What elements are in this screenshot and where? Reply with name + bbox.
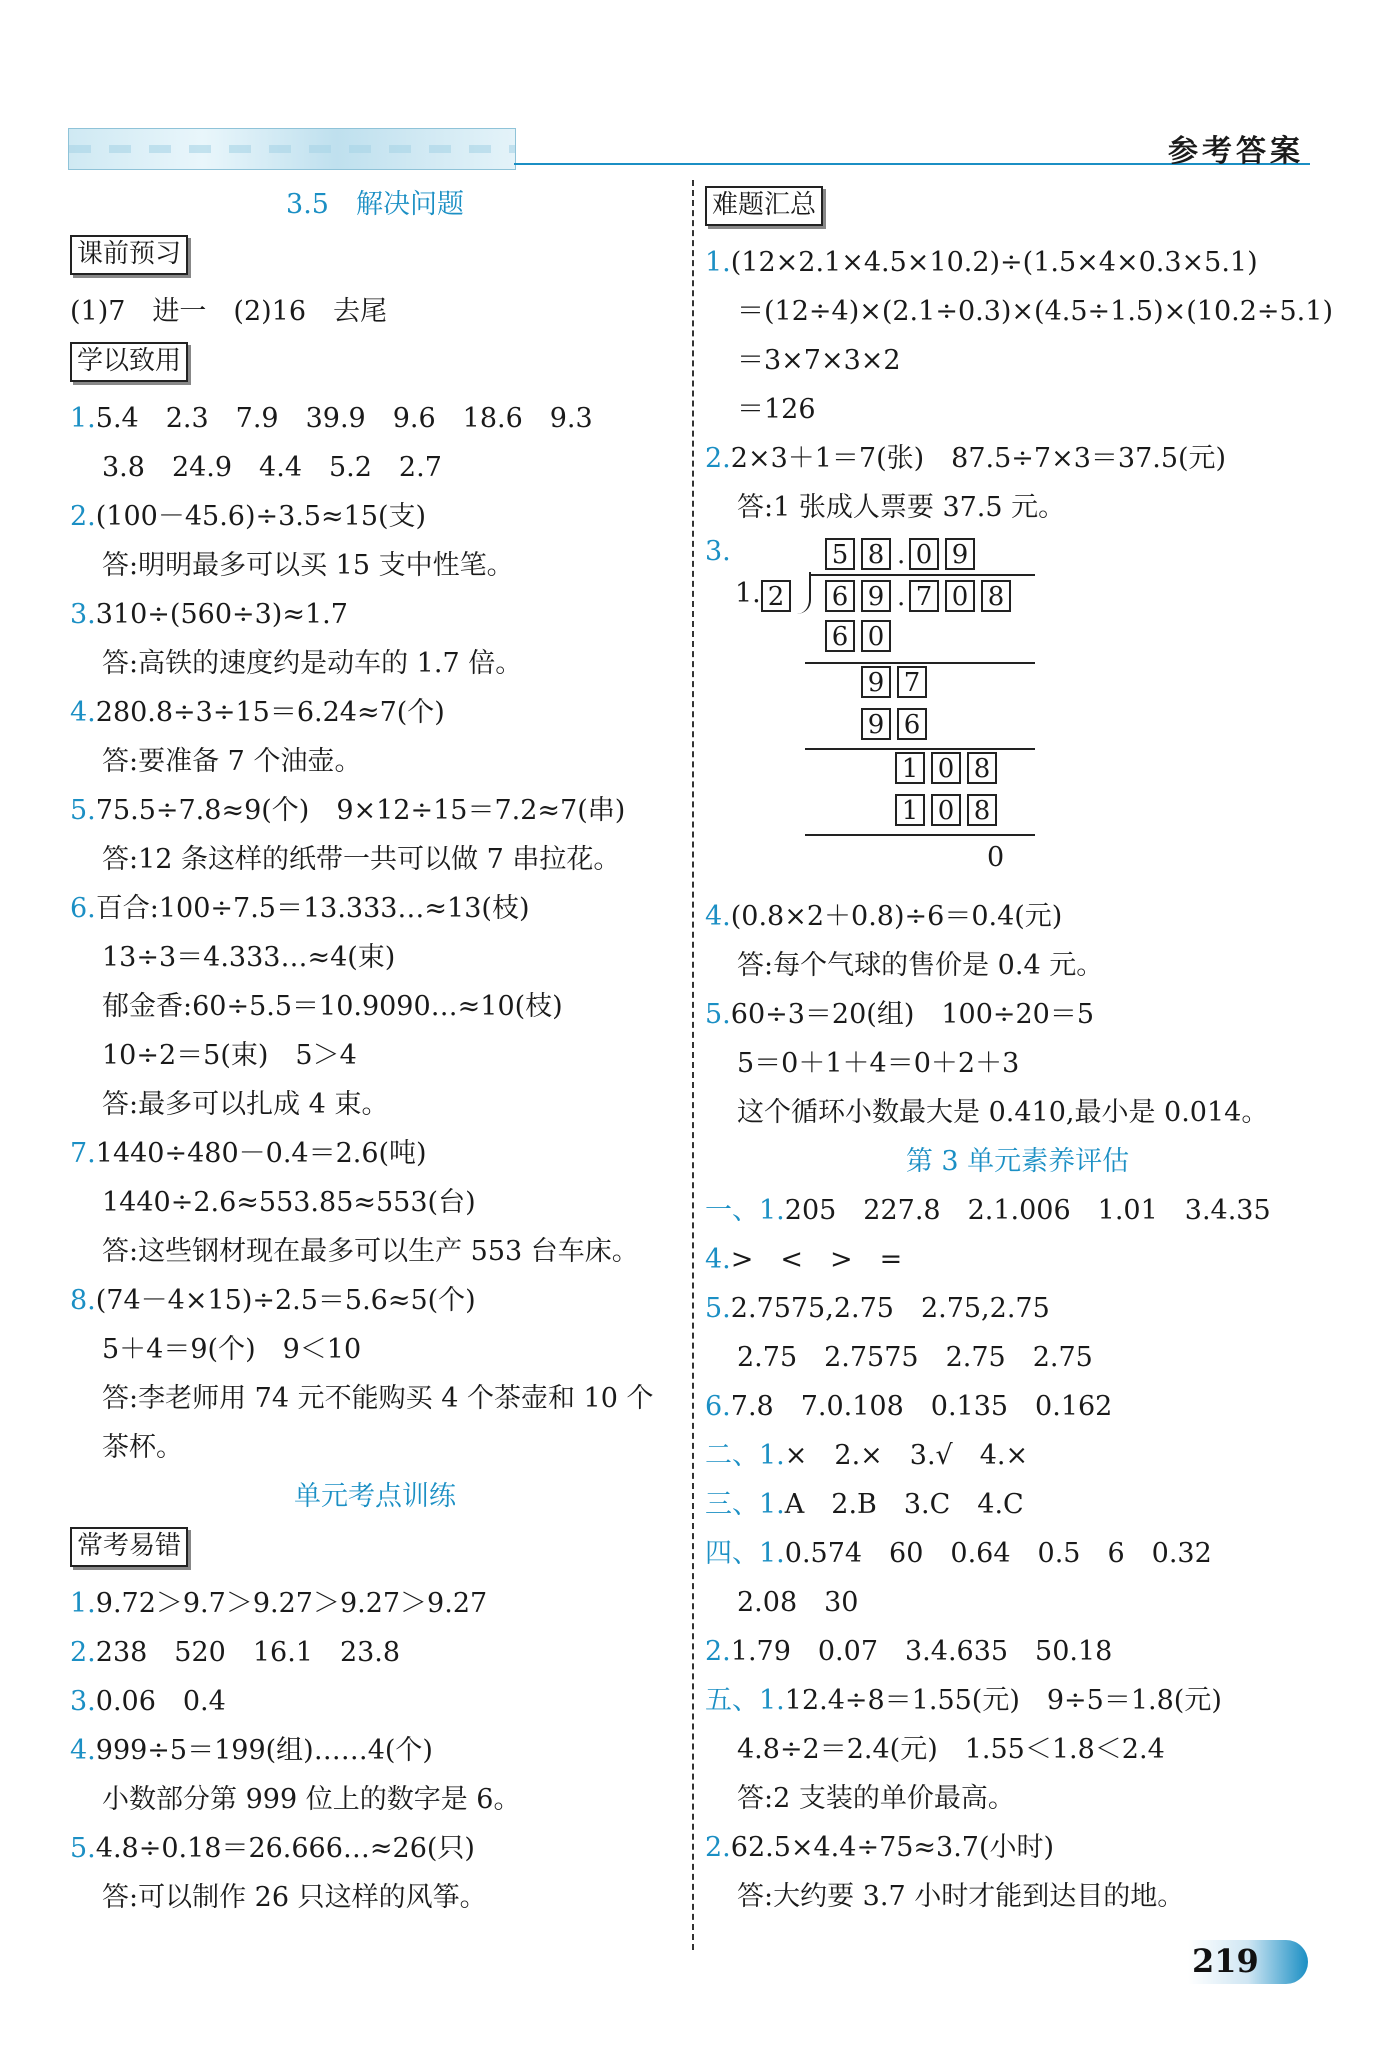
page-title: 参考答案 xyxy=(1168,134,1304,169)
division-digit: 8 xyxy=(861,538,891,570)
answer-line xyxy=(70,1080,680,1129)
question-number: 1. xyxy=(70,403,96,434)
answer-text: A 2.B 3.C 4.C xyxy=(784,1489,1024,1520)
answer-text: 5＋4＝9(个) 9＜10 xyxy=(102,1334,362,1365)
answer-line xyxy=(70,1726,680,1775)
answer-text: 答:这些钢材现在最多可以生产 553 台车床。 xyxy=(102,1236,639,1267)
label-row xyxy=(705,180,1330,238)
answer-text: 0.06 0.4 xyxy=(95,1686,226,1717)
answer-line xyxy=(705,1529,1330,1578)
answer-text: 9.72＞9.7＞9.27＞9.27＞9.27 xyxy=(95,1588,488,1619)
answer-text: ＝126 xyxy=(737,394,816,425)
division-step3b xyxy=(895,794,1003,826)
answer-line xyxy=(705,1431,1330,1480)
answer-line xyxy=(705,336,1330,385)
answer-line xyxy=(705,1578,1330,1627)
answer-line xyxy=(70,590,680,639)
division-digit: 6 xyxy=(825,620,855,652)
answer-text: ＝3×7×3×2 xyxy=(737,345,901,376)
answer-text: 答:明明最多可以买 15 支中性笔。 xyxy=(102,550,514,581)
division-digit: 0 xyxy=(861,620,891,652)
division-step1 xyxy=(825,620,897,652)
answer-text: ＝(12÷4)×(2.1÷0.3)×(4.5÷1.5)×(10.2÷5.1) xyxy=(737,296,1333,327)
answer-text: (74－4×15)÷2.5＝5.6≈5(个) xyxy=(95,1285,476,1316)
answer-line xyxy=(705,1382,1330,1431)
question-number: 二、1. xyxy=(705,1440,785,1471)
answer-line xyxy=(70,639,680,688)
division-digit: 1 xyxy=(895,752,925,784)
answer-text: (100－45.6)÷3.5≈15(支) xyxy=(95,501,427,532)
answer-text: 答:可以制作 26 只这样的风筝。 xyxy=(102,1882,487,1913)
answer-text: 答:要准备 7 个油壶。 xyxy=(102,746,362,777)
answer-line xyxy=(705,1774,1330,1823)
answer-text: 75.5÷7.8≈9(个) 9×12÷15＝7.2≈7(串) xyxy=(95,795,626,826)
answer-line xyxy=(705,1480,1330,1529)
answer-line xyxy=(70,1628,680,1677)
division-rule-3 xyxy=(805,834,1035,836)
answer-line xyxy=(70,737,680,786)
answer-text: 12.4÷8＝1.55(元) 9÷5＝1.8(元) xyxy=(784,1685,1222,1716)
answer-line xyxy=(705,941,1330,990)
answer-line xyxy=(70,1824,680,1873)
label-common-errors: 常考易错 xyxy=(70,1527,188,1567)
errors-answer-list xyxy=(70,1579,680,1922)
question-number: 4. xyxy=(70,697,96,728)
answer-text: 310÷(560÷3)≈1.7 xyxy=(95,599,348,630)
answer-text: 答:最多可以扎成 4 束。 xyxy=(102,1089,389,1120)
question-number: 4. xyxy=(705,901,731,932)
question-number: 5. xyxy=(70,795,96,826)
answer-line xyxy=(705,1186,1330,1235)
answer-text: 答:李老师用 74 元不能购买 4 个茶壶和 10 个 xyxy=(102,1383,654,1414)
division-bracket xyxy=(795,572,811,614)
question-number: 2. xyxy=(70,501,96,532)
division-digit: 8 xyxy=(967,752,997,784)
unit-title: 单元考点训练 xyxy=(294,1481,456,1512)
answer-line xyxy=(70,1423,680,1472)
answer-text: 1.79 0.07 3.4.635 50.18 xyxy=(730,1636,1113,1667)
question-number: 2. xyxy=(705,443,731,474)
answer-text: 2×3＋1＝7(张) 87.5÷7×3＝37.5(元) xyxy=(730,443,1227,474)
answer-line xyxy=(70,884,680,933)
answer-text: 郁金香:60÷5.5＝10.9090…≈10(枝) xyxy=(102,991,563,1022)
answer-text: 10÷2＝5(束) 5＞4 xyxy=(102,1040,357,1071)
answer-text: > < > = xyxy=(730,1244,903,1275)
division-rule-1 xyxy=(805,662,1035,664)
division-digit: 8 xyxy=(981,580,1011,612)
answer-line xyxy=(705,892,1330,941)
answer-line xyxy=(70,541,680,590)
hard-answer-list xyxy=(705,238,1333,532)
answer-text: 60÷3＝20(组) 100÷20＝5 xyxy=(730,999,1095,1030)
answer-line xyxy=(70,835,680,884)
answer-line xyxy=(70,982,680,1031)
answer-text: 茶杯。 xyxy=(102,1432,183,1463)
answer-line xyxy=(705,1823,1330,1872)
answer-text: 280.8÷3÷15＝6.24≈7(个) xyxy=(95,697,445,728)
division-step2a xyxy=(861,666,933,698)
answer-text: 答:2 支装的单价最高。 xyxy=(737,1783,1015,1814)
answer-line xyxy=(70,1579,680,1628)
question-number: 6. xyxy=(70,893,96,924)
hard-answer-list-2 xyxy=(705,892,1330,1137)
unit3-title: 第 3 单元素养评估 xyxy=(905,1146,1130,1177)
division-digit: 9 xyxy=(945,538,975,570)
answer-text: 205 227.8 2.1.006 1.01 3.4.35 xyxy=(784,1195,1271,1226)
question-number: 四、1. xyxy=(705,1538,785,1569)
answer-text: 答:12 条这样的纸带一共可以做 7 串拉花。 xyxy=(102,844,621,875)
evaluation-answer-list xyxy=(705,1186,1330,1921)
question-number: 一、1. xyxy=(705,1195,785,1226)
division-digit: 9 xyxy=(861,708,891,740)
answer-text: (0.8×2＋0.8)÷6＝0.4(元) xyxy=(730,901,1063,932)
label-apply: 学以致用 xyxy=(70,342,188,382)
page-number: 219 xyxy=(1192,1942,1259,1980)
division-digit: 7 xyxy=(897,666,927,698)
answer-text: 3.8 24.9 4.4 5.2 2.7 xyxy=(102,452,442,483)
answer-line xyxy=(705,483,1330,532)
answer-line xyxy=(705,1725,1330,1774)
right-column xyxy=(705,180,1333,1921)
long-division xyxy=(705,532,1330,892)
answer-text: 5＝0＋1＋4＝0＋2＋3 xyxy=(737,1048,1020,1079)
division-step3a xyxy=(895,752,1003,784)
answer-line xyxy=(70,443,680,492)
question-number: 5. xyxy=(705,999,731,1030)
question-number: 7. xyxy=(70,1138,96,1169)
answer-text: 13÷3＝4.333…≈4(束) xyxy=(102,942,396,973)
answer-line xyxy=(705,385,1330,434)
answer-line xyxy=(70,1178,680,1227)
division-quotient xyxy=(825,538,981,570)
answer-line xyxy=(70,1325,680,1374)
label-row xyxy=(70,229,680,287)
answer-text: 2.75 2.7575 2.75 2.75 xyxy=(737,1342,1093,1373)
answer-text: 1440÷480－0.4＝2.6(吨) xyxy=(95,1138,427,1169)
left-column xyxy=(70,180,680,1922)
question-number: 2. xyxy=(70,1637,96,1668)
answer-line xyxy=(705,1333,1330,1382)
answer-line xyxy=(705,1872,1330,1921)
answer-text: 2.08 30 xyxy=(737,1587,859,1618)
answer-line xyxy=(705,1284,1330,1333)
section-title: 3.5 解决问题 xyxy=(286,189,464,220)
answer-line xyxy=(70,1775,680,1824)
answer-text: 238 520 16.1 23.8 xyxy=(95,1637,401,1668)
question-number: 3. xyxy=(70,1686,96,1717)
division-rule-2 xyxy=(805,748,1035,750)
label-hard-summary: 难题汇总 xyxy=(705,186,823,226)
answer-text: 答:大约要 3.7 小时才能到达目的地。 xyxy=(737,1881,1185,1912)
division-digit: 9 xyxy=(861,666,891,698)
division-digit: 0 xyxy=(909,538,939,570)
answer-line xyxy=(70,933,680,982)
column-divider xyxy=(692,180,694,1950)
answer-text: 4.8÷0.18＝26.666…≈26(只) xyxy=(95,1833,475,1864)
answer-line xyxy=(70,1873,680,1922)
division-digit: 9 xyxy=(861,580,891,612)
answer-text: 7.8 7.0.108 0.135 0.162 xyxy=(730,1391,1113,1422)
question-number: 2. xyxy=(705,1636,731,1667)
answer-text: (12×2.1×4.5×10.2)÷(1.5×4×0.3×5.1) xyxy=(730,247,1258,278)
answer-text: 答:每个气球的售价是 0.4 元。 xyxy=(737,950,1104,981)
division-digit: 0 xyxy=(945,580,975,612)
division-digit: 6 xyxy=(897,708,927,740)
question-number: 5. xyxy=(705,1293,731,1324)
division-digit: 8 xyxy=(967,794,997,826)
answer-line xyxy=(70,1129,680,1178)
question-number: 8. xyxy=(70,1285,96,1316)
answer-text: 999÷5＝199(组)……4(个) xyxy=(95,1735,433,1766)
answer-text: 2.7575,2.75 2.75,2.75 xyxy=(730,1293,1050,1324)
answer-line xyxy=(705,1676,1330,1725)
divisor-digit: 2 xyxy=(761,580,797,612)
question-number: 3. xyxy=(70,599,96,630)
page-number-badge xyxy=(1188,1940,1308,1984)
division-bar xyxy=(810,574,1035,576)
division-dividend xyxy=(825,580,1017,612)
answer-line xyxy=(705,1627,1330,1676)
answer-text: 62.5×4.4÷75≈3.7(小时) xyxy=(730,1832,1055,1863)
answer-line xyxy=(70,492,680,541)
answer-line xyxy=(70,688,680,737)
division-digit: 5 xyxy=(825,538,855,570)
label-row xyxy=(70,1521,680,1579)
answer-text: 1440÷2.6≈553.85≈553(台) xyxy=(102,1187,476,1218)
division-digit: 6 xyxy=(825,580,855,612)
label-preview: 课前预习 xyxy=(70,235,188,275)
answer-line xyxy=(70,1677,680,1726)
question-number: 5. xyxy=(70,1833,96,1864)
preview-answer: (1)7 进一 (2)16 去尾 xyxy=(70,296,388,327)
answer-text: 答:1 张成人票要 37.5 元。 xyxy=(737,492,1066,523)
answer-line xyxy=(70,1227,680,1276)
answer-line xyxy=(705,434,1330,483)
label-row xyxy=(70,336,680,394)
answer-text: × 2.× 3.√ 4.× xyxy=(784,1440,1029,1471)
division-digit: . xyxy=(897,582,906,612)
answer-line xyxy=(705,287,1333,336)
question-number: 6. xyxy=(705,1391,731,1422)
answer-line xyxy=(705,1039,1330,1088)
division-digit: 0 xyxy=(931,794,961,826)
answer-text: 这个循环小数最大是 0.410,最小是 0.014。 xyxy=(737,1097,1269,1128)
answer-line xyxy=(705,990,1330,1039)
division-digit: 7 xyxy=(909,580,939,612)
division-digit: 1 xyxy=(895,794,925,826)
answer-line xyxy=(70,394,680,443)
answer-line xyxy=(705,238,1330,287)
answer-line xyxy=(70,1031,680,1080)
answer-text: 小数部分第 999 位上的数字是 6。 xyxy=(102,1784,521,1815)
answer-text: 4.8÷2＝2.4(元) 1.55＜1.8＜2.4 xyxy=(737,1734,1165,1765)
question-number: 1. xyxy=(70,1588,96,1619)
question-number: 1. xyxy=(705,247,731,278)
question-number: 4. xyxy=(70,1735,96,1766)
answer-text: 答:高铁的速度约是动车的 1.7 倍。 xyxy=(102,648,523,679)
answer-line xyxy=(70,786,680,835)
question-number: 五、1. xyxy=(705,1685,785,1716)
header-banner-image xyxy=(68,128,516,170)
answer-text: 5.4 2.3 7.9 39.9 9.6 18.6 9.3 xyxy=(95,403,593,434)
division-digit: 0 xyxy=(931,752,961,784)
answer-line xyxy=(70,1374,680,1423)
answer-line xyxy=(705,1088,1330,1137)
answer-line xyxy=(70,1276,680,1325)
divisor-prefix: 1. xyxy=(735,578,761,609)
question-number: 三、1. xyxy=(705,1489,785,1520)
answer-line xyxy=(705,1235,1330,1284)
answer-text: 0.574 60 0.64 0.5 6 0.32 xyxy=(784,1538,1212,1569)
question-number: 2. xyxy=(705,1832,731,1863)
question-number: 4. xyxy=(705,1244,731,1275)
division-step2b xyxy=(861,708,933,740)
answer-text: 百合:100÷7.5＝13.333…≈13(枝) xyxy=(95,893,530,924)
division-remainder: 0 xyxy=(987,842,1005,873)
question-number: 3. xyxy=(705,536,731,567)
division-digit: . xyxy=(897,540,906,570)
apply-answer-list xyxy=(70,394,680,1472)
